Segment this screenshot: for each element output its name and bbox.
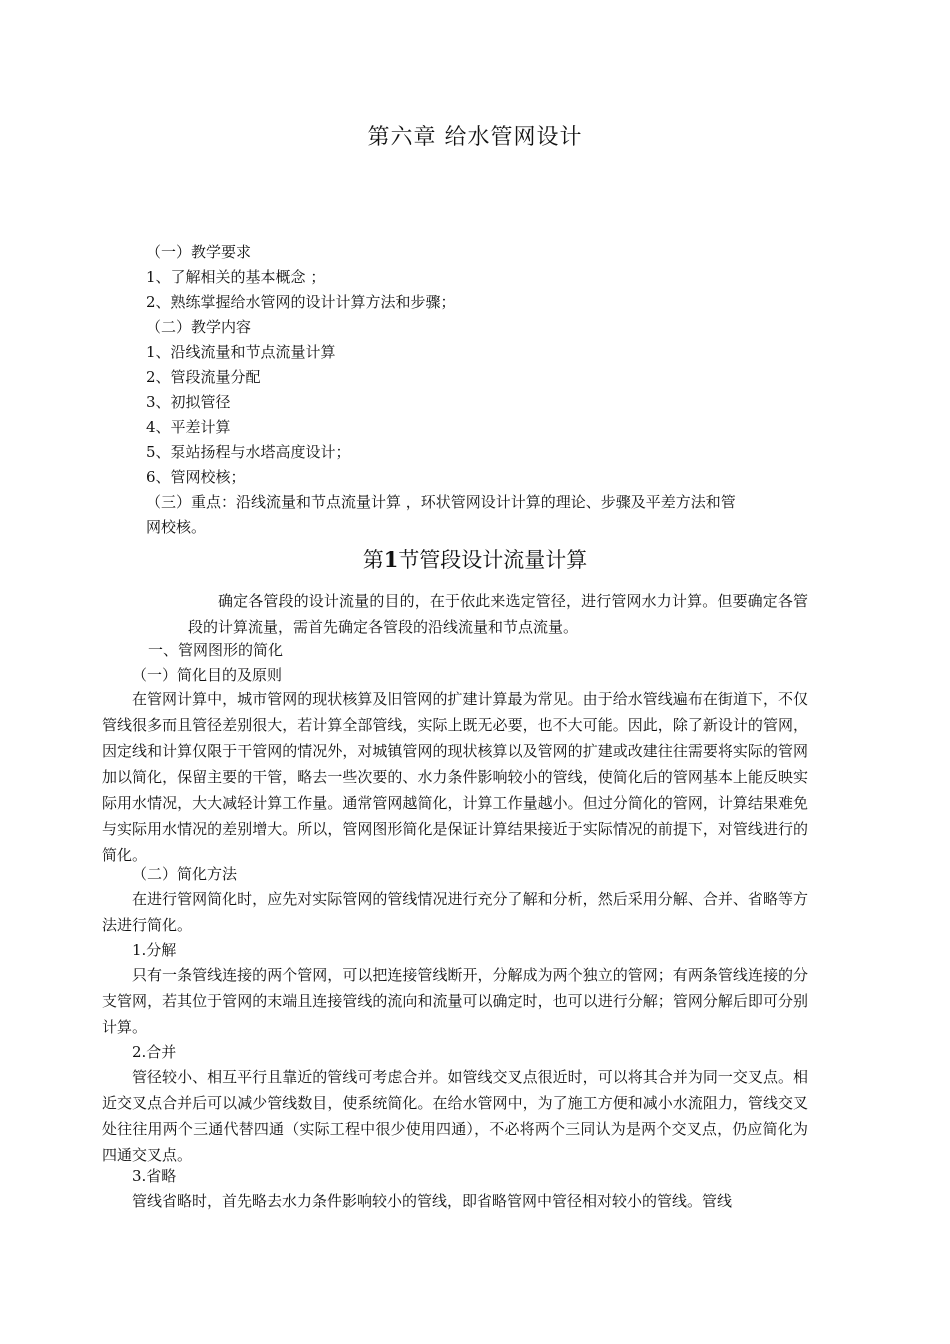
paragraph-merge: 管径较小、相互平行且靠近的管线可考虑合并。如管线交叉点很近时，可以将其合并为同一交叉点。相近交叉点合并后可以减少管线数目，使系统简化。在给水管网中，为了施工方便和减小水流阻力，管线交叉处往往用两个三通代替四通（实际工程中很少使用四通），不必将两个三同认为是两个交叉点，仍应简化为四通交叉点。 [102,1068,808,1164]
chapter-title: 第六章 给水管网设计 [367,125,583,150]
section-title [0,544,950,574]
heading-merge: 2.合并 [132,1043,177,1061]
section-prefix: 第 [362,548,384,572]
paragraph-purpose: 在管网计算中，城市管网的现状核算及旧管网的扩建计算最为常见。由于给水管线遍布在街道下，不仅管线很多而且管径差别很大，若计算全部管线，实际上既无必要，也不大可能。因此，除了新设计的管网，因定线和计算仅限于干管网的情况外，对城镇管网的现状核算以及管网的扩建或改建往往需要将实际的管网加以简化，保留主要的干管，略去一些次要的、水力条件影响较小的管线，使简化后的管网基本上能反映实际用水情况，大大减轻计算工作量。通常管网越简化，计算工作量越小。但过分简化的管网，计算结果难免与实际用水情况的差别增大。所以，管网图形简化是保证计算结果接近于实际情况的前提下，对管线进行的简化。 [102,690,808,864]
teaching-content-heading: （二）教学内容 [146,318,252,336]
heading-purpose-principles: （一）简化目的及原则 [132,666,283,684]
paragraph-omission: 管线省略时，首先略去水力条件影响较小的管线，即省略管网中管径相对较小的管线。管线 [132,1192,733,1210]
content-item-6: 6、管网校核； [146,468,246,486]
paragraph-methods: 在进行管网简化时，应先对实际管网的管线情况进行充分了解和分析，然后采用分解、合并、省略等方法进行简化。 [102,890,808,934]
heading-graph-simplification: 一、管网图形的简化 [148,641,284,659]
intro-paragraph: 确定各管段的设计流量的目的，在于依此来选定管径，进行管网水力计算。但要确定各管段的计算流量，需首先确定各管段的沿线流量和节点流量。 [188,592,808,636]
req-item-1: 1、了解相关的基本概念 ； [146,268,326,286]
heading-omission: 3.省略 [132,1167,177,1185]
req-item-2: 2、熟练掌握给水管网的设计计算方法和步骤； [146,293,456,311]
heading-decomposition: 1.分解 [132,941,177,959]
content-item-4: 4、平差计算 [146,418,231,436]
key-points-line-1: （三）重点：沿线流量和节点流量计算 ，环状管网设计计算的理论、步骤及平差方法和管 [146,493,736,511]
key-points-line-2: 网校核。 [146,518,207,536]
paragraph-decomposition: 只有一条管线连接的两个管网，可以把连接管线断开，分解成为两个独立的管网；有两条管线连接的分支管网，若其位于管网的末端且连接管线的流向和流量可以确定时，也可以进行分解；管网分解后即可分别计算。 [102,966,808,1036]
heading-simplification-methods: （二）简化方法 [132,865,238,883]
content-item-1: 1、沿线流量和节点流量计算 [146,343,336,361]
content-item-3: 3、初拟管径 [146,393,231,411]
section-name: 节管段设计流量计算 [398,548,588,572]
teaching-req-heading: （一）教学要求 [146,243,252,261]
content-item-2: 2、管段流量分配 [146,368,261,386]
section-number: 1 [383,547,399,572]
content-item-5: 5、泵站扬程与水塔高度设计； [146,443,351,461]
